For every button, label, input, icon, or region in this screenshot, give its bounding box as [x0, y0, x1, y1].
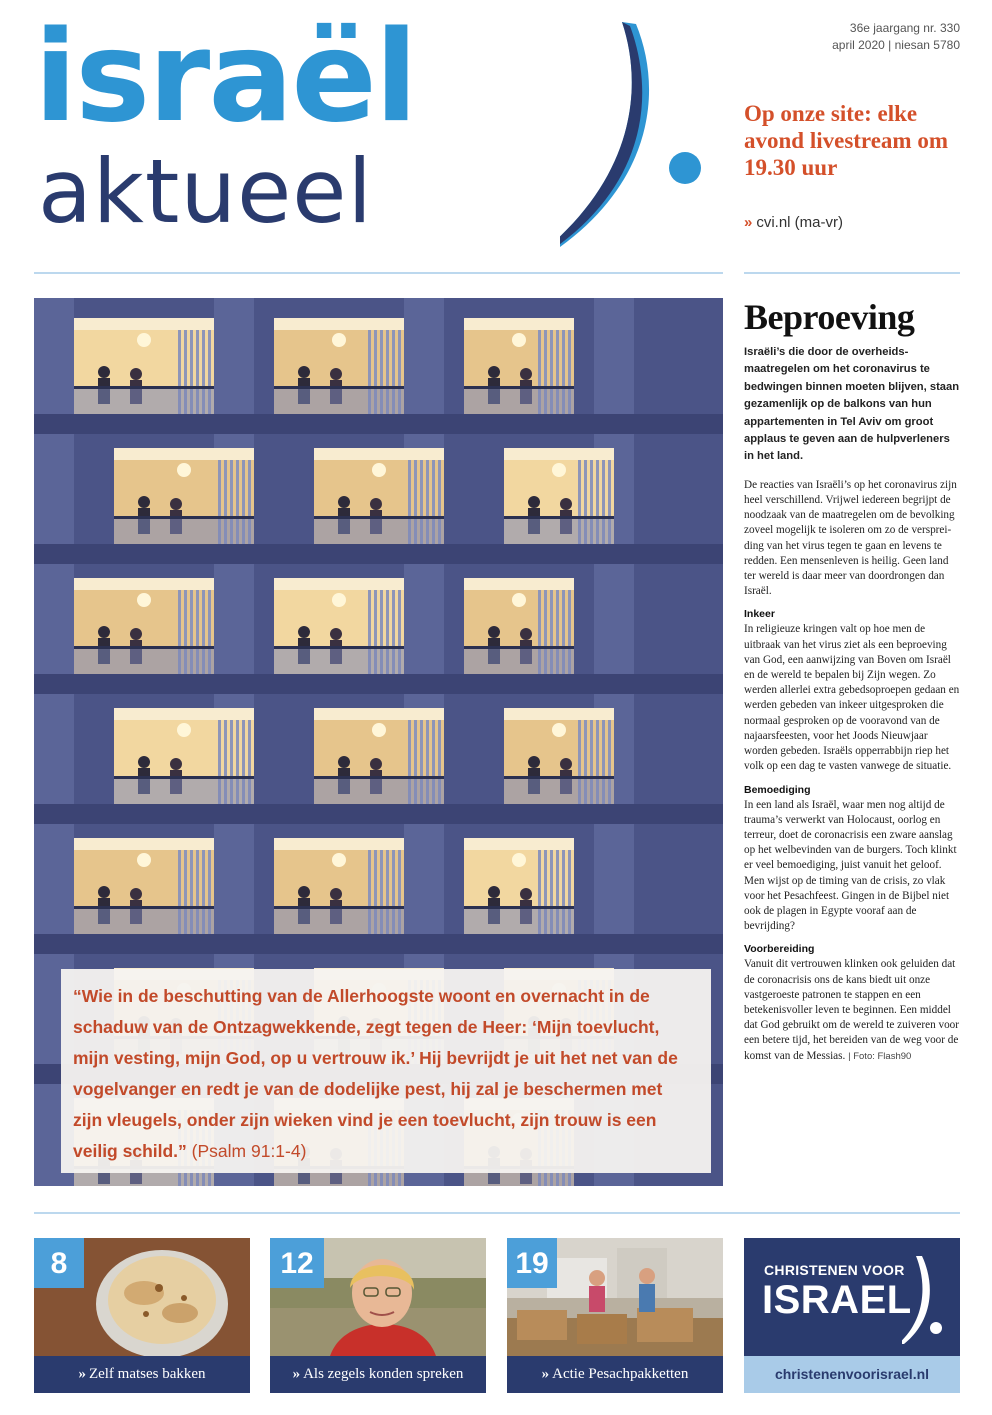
psalm-reference: (Psalm 91:1-4)	[191, 1141, 307, 1161]
teaser-label: Actie Pesachpakketten	[552, 1366, 689, 1382]
article-headline: Beproeving	[744, 297, 915, 337]
article-intro: De reacties van Israëli’s op het coronavirus zijn heel verschillend. Vrijwel iedereen begrijpt de noodzaak van de maatregelen om de bevolking zoveel mogelijk te isoleren om zo de verspreiding van het virus tegen te gaan en levens te redden. Een mensenleven is heilig. Geen land ter wereld is daar meer van doordrongen dan Israël.	[744, 478, 957, 598]
psalm-quote-box	[61, 969, 711, 1173]
teaser-matses[interactable]	[34, 1238, 250, 1393]
promo-link-text: cvi.nl (ma-vr)	[756, 214, 844, 231]
psalm-quote-text: “Wie in de beschutting van de Allerhoogste woont en overnacht in de schaduw van de Ontzagwekkende, zegt tegen de Heer: ‘Mijn toevlucht, mijn vesting, mijn God, op u vertrouw ik.’ Hij bevrijdt je uit het net van de vogelvanger en redt je van de dodelijke pest, hij zal je beschermen met zijn vleugels, onder zijn wieken vind je een toevlucht, zijn trouw is een veilig schild.”	[73, 986, 678, 1161]
cvi-website-link[interactable]: christenenvoorisrael.nl	[744, 1356, 960, 1393]
teaser-page-number: 8	[34, 1238, 84, 1288]
logo-swoosh-icon	[560, 18, 720, 258]
issue-number: 36e jaargang nr. 330	[849, 21, 960, 35]
header-rule-left	[34, 272, 723, 274]
article-column	[744, 296, 962, 1064]
teaser-label-bar	[34, 1356, 250, 1393]
cvi-logo-line2: ISRAEL	[762, 1278, 912, 1322]
header-rule-right	[744, 272, 960, 274]
issue-date: april 2020 | niesan 5780	[832, 38, 960, 52]
livestream-promo: Op onze site: elke avond livestream om 19.30 uur	[744, 101, 949, 180]
article-lead: Israëli’s die door de overheidsmaatregelen om het coronavirus te bedwingen binnen moeten blijven, staan gezamenlijk op de balkons van hun appartementen in Tel Aviv om groot applaus te geven aan de hulpverleners in het land.	[744, 346, 960, 463]
teaser-zegels[interactable]	[270, 1238, 486, 1393]
masthead-title-line1: israël	[34, 3, 416, 150]
section-heading-voorbereiding: Voorbereiding	[744, 943, 815, 956]
section-heading-inkeer: Inkeer	[744, 608, 775, 621]
teaser-page-number: 12	[270, 1238, 324, 1288]
masthead-title-line2: aktueel	[38, 140, 373, 243]
teaser-label: Zelf matses bakken	[88, 1366, 206, 1382]
section-text-inkeer: In religieuze kringen valt op hoe men de uitbraak van het virus ziet als een beproeving van God, een aanwijzing van Boven om Israël en de wereld te bepalen bij Zijn wegen. Zo werden allerlei extra gebedsoproepen gedaan en werden gebeden van inkeer uitgesproken die normaal gesproken op de vooravond van de najaarsfeesten, voor het Joods Nieuwjaar worden gebeden. Israëls opperrabbijn riep het volk op een dag te vasten vanwege de situatie.	[744, 623, 960, 773]
cvi-advert[interactable]	[744, 1238, 960, 1393]
promo-link[interactable]	[744, 214, 843, 231]
psalm-quote	[73, 981, 695, 1167]
issue-info	[832, 20, 960, 54]
chevron-right-icon: »	[292, 1366, 301, 1382]
cvi-swoosh-icon	[902, 1252, 952, 1348]
footer-rule	[34, 1212, 960, 1214]
cvi-logo-line1: CHRISTENEN VOOR	[764, 1262, 905, 1278]
teaser-label-bar	[270, 1356, 486, 1393]
section-text-bemoediging: In een land als Israël, waar men nog altijd de trauma’s verwerkt van Holocaust, oorlog en terreur, doet de coronacrisis een zware aanslag op het welbevinden van de burgers. Toch klinkt er veel bemoediging, juist vanuit het geloof. Men wijst op de timing van de crisis, zo vlak voor het Pesachfeest. Gingen in de Bijbel niet ook de plagen in Egypte vooraf aan de bevrijding?	[744, 798, 957, 933]
section-heading-bemoediging: Bemoediging	[744, 783, 811, 796]
teaser-label-bar	[507, 1356, 723, 1393]
chevron-right-icon: »	[541, 1366, 550, 1382]
chevron-right-icon: »	[78, 1366, 86, 1382]
section-text-voorbereiding-body: Vanuit dit vertrouwen klinken ook geluiden dat de coronacrisis ons de kans biedt uit onze vastgeroeste patronen te stappen en een betekenisvoller leven te beginnen. Een middel dat God gebruikt om de wereld te zuiveren voor een betere tijd, het bereiden van de weg voor de komst van de Messias.	[744, 958, 959, 1062]
photo-credit: | Foto: Flash90	[848, 1050, 912, 1062]
teaser-pesachpakketten[interactable]	[507, 1238, 723, 1393]
teaser-label: Als zegels konden spreken	[303, 1366, 464, 1382]
section-text-voorbereiding	[744, 957, 962, 1063]
teaser-page-number: 19	[507, 1238, 557, 1288]
chevron-right-icon: »	[744, 214, 753, 231]
